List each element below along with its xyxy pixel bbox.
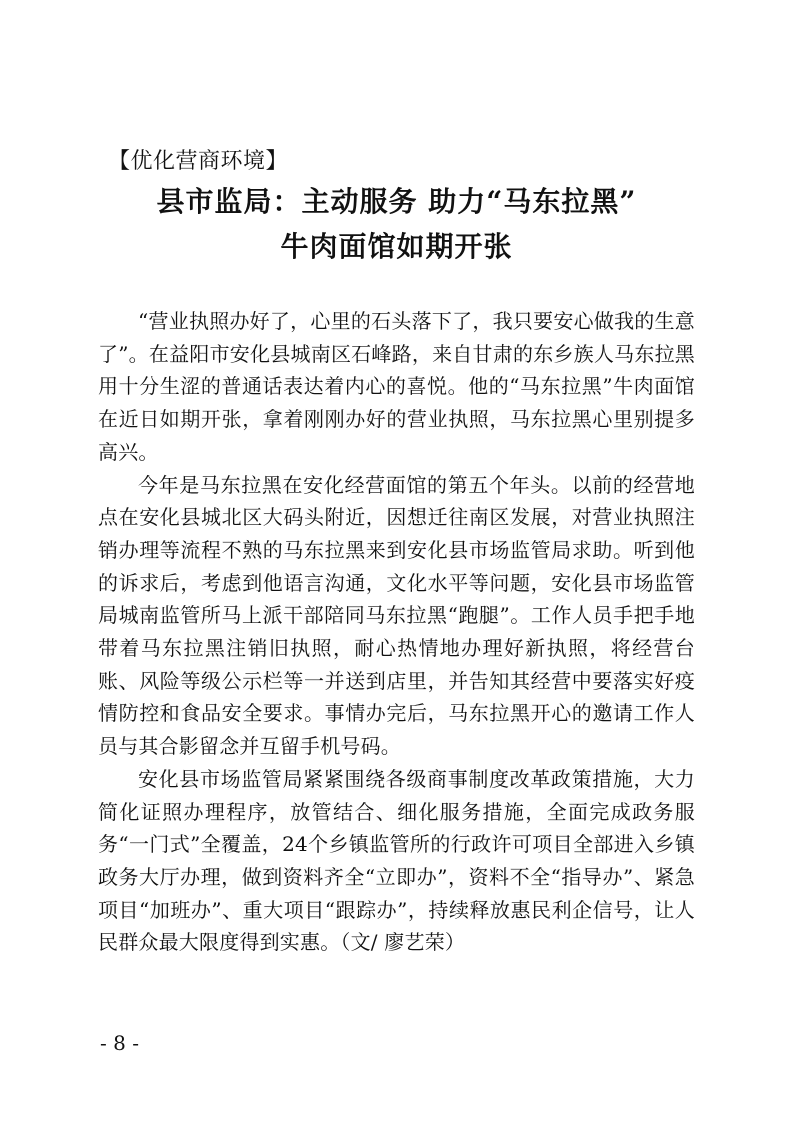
paragraph-2: 今年是马东拉黑在安化经营面馆的第五个年头。以前的经营地点在安化县城北区大码头附近，因想迁往南区发展，对营业执照注销办理等流程不熟的马东拉黑来到安化县市场监管局求助。听到他的诉求后，考虑到他语言沟通，文化水平等问题，安化县市场监管局城南监管所马上派干部陪同马东拉黑“跑腿”。工作人员手把手地带着马东拉黑注销旧执照，耐心热情地办理好新执照，将经营台账、风险等级公示栏等一并送到店里，并告知其经营中要落实好疫情防控和食品安全要求。事情办完后，马东拉黑开心的邀请工作人员与其合影留念并互留手机号码。 <box>98 472 695 759</box>
column-tag: 【优化营商环境】 <box>108 149 289 174</box>
article-title-line-2: 牛肉面馆如期开张 <box>280 230 513 263</box>
paragraph-3: 安化县市场监管局紧紧围绕各级商事制度改革政策措施，大力简化证照办理程序，放管结合、细化服务措施，全面完成政务服务“一门式”全覆盖，24个乡镇监管所的行政许可项目全部进入乡镇政务大厅办理，做到资料齐全“立即办”，资料不全“指导办”、紧急项目“加班办”、重大项目“跟踪办”，持续释放惠民利企信号，让人民群众最大限度得到实惠。（文/ 廖艺荣） <box>98 766 695 955</box>
page-number: - 8 - <box>100 1031 139 1055</box>
article-body <box>98 305 695 959</box>
article-title-line-1: 县市监局：主动服务 助力“马东拉黑” <box>156 185 637 218</box>
paragraph-1: “营业执照办好了，心里的石头落下了，我只要安心做我的生意了”。在益阳市安化县城南区石峰路，来自甘肃的东乡族人马东拉黑用十分生涩的普通话表达着内心的喜悦。他的“马东拉黑”牛肉面馆在近日如期开张，拿着刚刚办好的营业执照，马东拉黑心里别提多高兴。 <box>98 309 695 464</box>
